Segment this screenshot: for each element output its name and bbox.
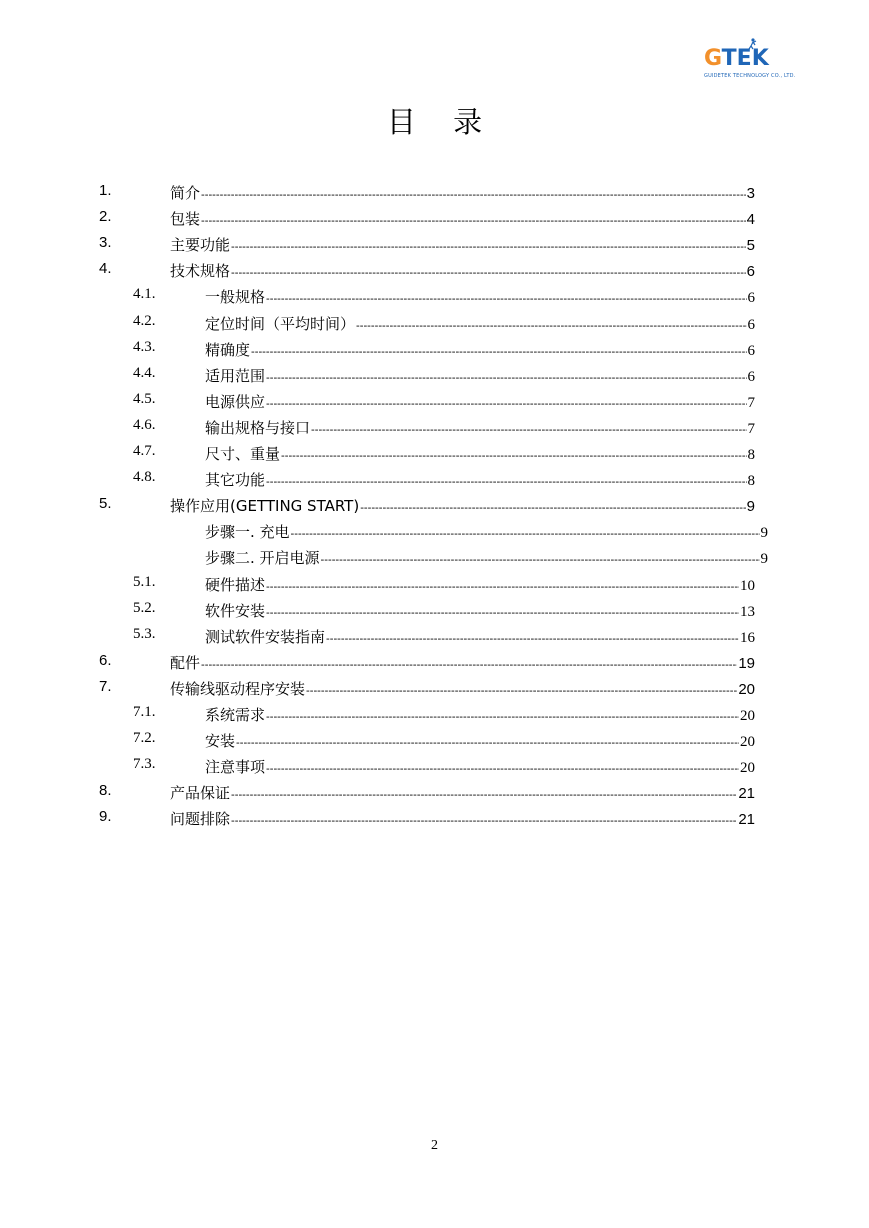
toc-entry[interactable]	[0, 365, 869, 391]
toc-entry-line	[205, 313, 755, 334]
toc-dot-leader	[311, 423, 746, 436]
toc-dot-leader	[326, 632, 739, 645]
toc-entry-page: 9	[760, 551, 768, 568]
toc-entry-page: 6	[746, 263, 755, 281]
toc-entry[interactable]	[0, 652, 869, 678]
toc-dot-leader	[231, 814, 737, 827]
toc-entry-line	[170, 260, 755, 281]
toc-entry-line	[170, 234, 755, 255]
toc-entry[interactable]	[0, 495, 869, 521]
logo-brand-rest: TEK	[721, 46, 769, 71]
toc-entry-page: 8	[747, 447, 755, 463]
toc-entry-number: 4.2.	[133, 312, 156, 329]
toc-entry-number: 7.2.	[133, 730, 156, 747]
toc-entry-number: 4.3.	[133, 338, 156, 355]
company-logo	[700, 38, 818, 84]
toc-entry-number: 7.3.	[133, 756, 156, 773]
toc-entry-label: 定位时间（平均时间）	[205, 314, 356, 333]
toc-entry-label: 注意事项	[205, 758, 266, 777]
toc-dot-leader	[360, 501, 745, 514]
toc-entry-line	[205, 730, 755, 751]
toc-entry-number: 9.	[99, 808, 112, 826]
toc-entry[interactable]	[0, 808, 869, 834]
toc-entry[interactable]	[0, 756, 869, 782]
toc-entry-label: 安装	[205, 732, 236, 751]
toc-entry[interactable]	[0, 704, 869, 730]
toc-entry-line	[205, 391, 755, 412]
toc-entry-number: 8.	[99, 782, 112, 800]
toc-entry-page: 7	[747, 394, 755, 411]
toc-entry-line	[205, 365, 755, 386]
toc-entry-line	[205, 339, 755, 360]
toc-entry-line	[205, 469, 755, 490]
logo-brand-text	[704, 46, 769, 71]
toc-entry[interactable]	[0, 782, 869, 808]
toc-dot-leader	[306, 684, 737, 697]
toc-entry[interactable]	[0, 234, 869, 260]
toc-entry-number: 4.7.	[133, 443, 156, 459]
toc-entry-number: 6.	[99, 651, 112, 669]
toc-entry[interactable]	[0, 469, 869, 495]
toc-entry-number: 7.1.	[133, 704, 156, 720]
toc-entry[interactable]	[0, 260, 869, 286]
toc-entry-number: 3.	[99, 234, 112, 252]
toc-entry-line	[205, 756, 755, 777]
toc-entry[interactable]	[0, 730, 869, 756]
toc-entry-label: 电源供应	[205, 392, 266, 411]
toc-entry-number: 4.4.	[133, 364, 156, 381]
toc-dot-leader	[201, 214, 746, 227]
toc-entry-line	[170, 652, 755, 673]
toc-entry-page: 9	[746, 498, 755, 516]
toc-entry-label: 输出规格与接口	[205, 418, 311, 437]
toc-entry-label: 操作应用(GETTING START)	[170, 497, 360, 516]
toc-entry-label: 传输线驱动程序安装	[170, 679, 306, 698]
toc-entry-line	[205, 626, 755, 647]
toc-entry-page: 13	[740, 603, 755, 620]
toc-entry[interactable]	[0, 286, 869, 312]
toc-entry-line	[170, 182, 755, 203]
toc-entry-number: 5.	[99, 495, 112, 513]
toc-entry-label: 包装	[170, 210, 201, 229]
toc-entry-label: 适用范围	[205, 366, 266, 385]
toc-dot-leader	[266, 762, 739, 775]
toc-dot-leader	[231, 266, 746, 279]
toc-entry-line	[205, 286, 755, 307]
toc-entry-label: 配件	[170, 653, 201, 672]
toc-entry[interactable]	[0, 339, 869, 365]
toc-dot-leader	[201, 188, 746, 201]
toc-entry-page: 20	[738, 680, 755, 698]
toc-entry-line	[205, 600, 755, 621]
toc-dot-leader	[236, 736, 739, 749]
toc-entry-number: 4.5.	[133, 390, 156, 407]
toc-entry[interactable]	[0, 208, 869, 234]
toc-entry-number: 5.2.	[133, 599, 156, 616]
toc-entry-line	[170, 808, 755, 829]
toc-entry-page: 19	[738, 654, 755, 672]
toc-entry-number: 4.8.	[133, 469, 156, 486]
toc-entry-line	[205, 547, 768, 568]
toc-entry-label: 其它功能	[205, 471, 266, 490]
toc-dot-leader	[266, 397, 746, 410]
toc-entry[interactable]	[0, 626, 869, 652]
toc-entry-line	[205, 417, 755, 438]
toc-entry[interactable]	[0, 547, 869, 573]
toc-entry-page: 21	[738, 811, 755, 829]
toc-entry-label: 软件安装	[205, 601, 266, 620]
toc-entry[interactable]	[0, 521, 869, 547]
toc-entry-label: 技术规格	[170, 262, 231, 281]
toc-entry-label: 硬件描述	[205, 575, 266, 594]
toc-entry[interactable]	[0, 417, 869, 443]
toc-dot-leader	[266, 292, 746, 305]
toc-entry-page: 6	[747, 316, 755, 333]
toc-entry-label: 一般规格	[205, 288, 266, 307]
toc-entry-line	[205, 704, 755, 725]
toc-entry-label: 步骤一. 充电	[205, 523, 290, 542]
page-number: 2	[431, 1138, 438, 1153]
toc-dot-leader	[266, 606, 739, 619]
toc-entry-number: 4.	[99, 260, 112, 278]
toc-entry[interactable]	[0, 600, 869, 626]
toc-entry-number: 4.1.	[133, 286, 156, 303]
toc-entry[interactable]	[0, 574, 869, 600]
toc-dot-leader	[281, 449, 746, 462]
toc-entry[interactable]	[0, 678, 869, 704]
toc-entry-line	[205, 443, 755, 464]
toc-dot-leader	[231, 240, 746, 253]
toc-entry[interactable]	[0, 443, 869, 469]
toc-entry-number: 5.3.	[133, 625, 156, 642]
toc-entry-label: 系统需求	[205, 706, 266, 724]
toc-dot-leader	[231, 788, 737, 801]
toc-entry-line	[170, 678, 755, 699]
toc-entry-number: 2.	[99, 208, 112, 226]
toc-entry-number: 4.6.	[133, 416, 156, 433]
toc-entry-line	[170, 782, 755, 803]
toc-entry-line	[170, 495, 755, 516]
toc-entry-line	[205, 521, 768, 542]
toc-dot-leader	[251, 345, 746, 358]
toc-entry[interactable]	[0, 313, 869, 339]
page-title: 目 录	[386, 105, 497, 139]
toc-entry-page: 3	[746, 185, 755, 202]
toc-dot-leader	[356, 319, 746, 332]
toc-entry-page: 20	[740, 734, 755, 751]
toc-entry-page: 7	[747, 420, 755, 437]
toc-entry-page: 21	[738, 785, 755, 803]
toc-entry-page: 8	[747, 473, 755, 490]
toc-dot-leader	[266, 580, 739, 593]
toc-entry-label: 测试软件安装指南	[205, 627, 326, 646]
toc-entry-label: 简介	[170, 184, 201, 202]
toc-entry-page: 6	[747, 368, 755, 385]
toc-dot-leader	[201, 658, 737, 671]
toc-entry-line	[170, 208, 755, 229]
toc-entry-page: 5	[746, 237, 755, 255]
toc-entry-label: 精确度	[205, 340, 251, 359]
toc-dot-leader	[266, 371, 746, 384]
toc-entry-number: 7.	[99, 677, 112, 695]
toc-entry-label: 主要功能	[170, 236, 231, 255]
toc-dot-leader	[266, 710, 739, 723]
toc-dot-leader	[321, 553, 760, 566]
toc-entry-label: 步骤二. 开启电源	[205, 549, 320, 568]
toc-entry-page: 4	[746, 211, 755, 229]
toc-dot-leader	[266, 475, 746, 488]
toc-entry[interactable]	[0, 391, 869, 417]
toc-entry-label: 问题排除	[170, 810, 231, 829]
toc-entry[interactable]	[0, 182, 869, 208]
logo-company-name: GUIDETEK TECHNOLOGY CO., LTD.	[704, 73, 796, 79]
toc-entry-page: 6	[747, 342, 755, 359]
toc-dot-leader	[291, 527, 760, 540]
toc-entry-label: 产品保证	[170, 784, 231, 803]
toc-entry-number: 1.	[99, 182, 112, 199]
toc-entry-line	[205, 574, 755, 595]
logo-wordmark	[704, 48, 769, 70]
logo-brand-accent: G	[704, 46, 722, 71]
toc-entry-page: 20	[740, 708, 755, 724]
toc-entry-page: 10	[740, 577, 755, 594]
toc-entry-page: 6	[747, 290, 755, 307]
toc-entry-page: 20	[740, 760, 755, 777]
toc-entry-page: 9	[760, 525, 768, 542]
toc-entry-label: 尺寸、重量	[205, 445, 281, 463]
toc-entry-page: 16	[740, 629, 755, 646]
toc-entry-number: 5.1.	[133, 573, 156, 590]
